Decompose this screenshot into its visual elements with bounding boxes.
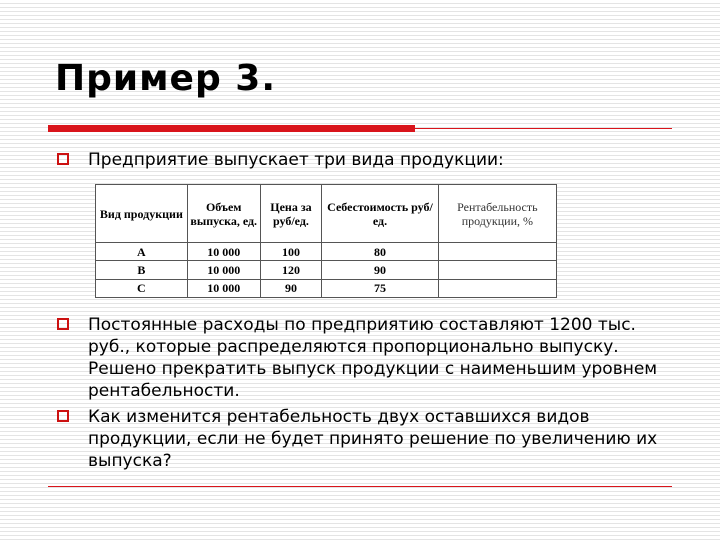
table-row — [96, 243, 557, 261]
bullet-text-3: Как изменится рентабельность двух оставшихся видов продукции, если не будет принято решение по увеличению их выпуска? — [88, 407, 658, 471]
bullet-square-icon — [57, 153, 69, 165]
table-cell — [438, 261, 556, 279]
slide-title: Пример 3. — [55, 58, 276, 99]
table-row — [96, 279, 557, 297]
footer-divider — [48, 486, 672, 487]
table-cell: 100 — [260, 243, 322, 261]
table-cell: C — [96, 279, 188, 297]
bullet-text-1: Предприятие выпускает три вида продукции: — [88, 150, 504, 170]
table-header-row — [96, 185, 557, 243]
bullet-square-icon — [57, 410, 69, 422]
table-cell: 90 — [260, 279, 322, 297]
title-underline-thin — [415, 128, 672, 129]
table-cell — [438, 279, 556, 297]
bullet-text-2: Постоянные расходы по предприятию составляют 1200 тыс. руб., которые распределяются пропорционально выпуску. Решено прекратить выпуск продукции с наименьшим уровнем рентабельности. — [88, 315, 658, 401]
table-header-cell: Вид продукции — [96, 185, 188, 243]
table-cell: B — [96, 261, 188, 279]
table-cell — [438, 243, 556, 261]
table-cell: A — [96, 243, 188, 261]
table-header-cell: Объем выпуска, ед. — [187, 185, 260, 243]
bullet-square-icon — [57, 318, 69, 330]
table-header-cell: Рентабельность продукции, % — [438, 185, 556, 243]
table-cell: 10 000 — [187, 243, 260, 261]
table-cell: 80 — [322, 243, 438, 261]
table-header-cell: Цена за руб/ед. — [260, 185, 322, 243]
table-cell: 10 000 — [187, 279, 260, 297]
table-cell: 90 — [322, 261, 438, 279]
title-underline-thick — [48, 125, 415, 132]
table-cell: 120 — [260, 261, 322, 279]
table-row — [96, 261, 557, 279]
table-cell: 75 — [322, 279, 438, 297]
table-header-cell: Себестоимость руб/ед. — [322, 185, 438, 243]
table-cell: 10 000 — [187, 261, 260, 279]
production-table — [95, 184, 557, 298]
